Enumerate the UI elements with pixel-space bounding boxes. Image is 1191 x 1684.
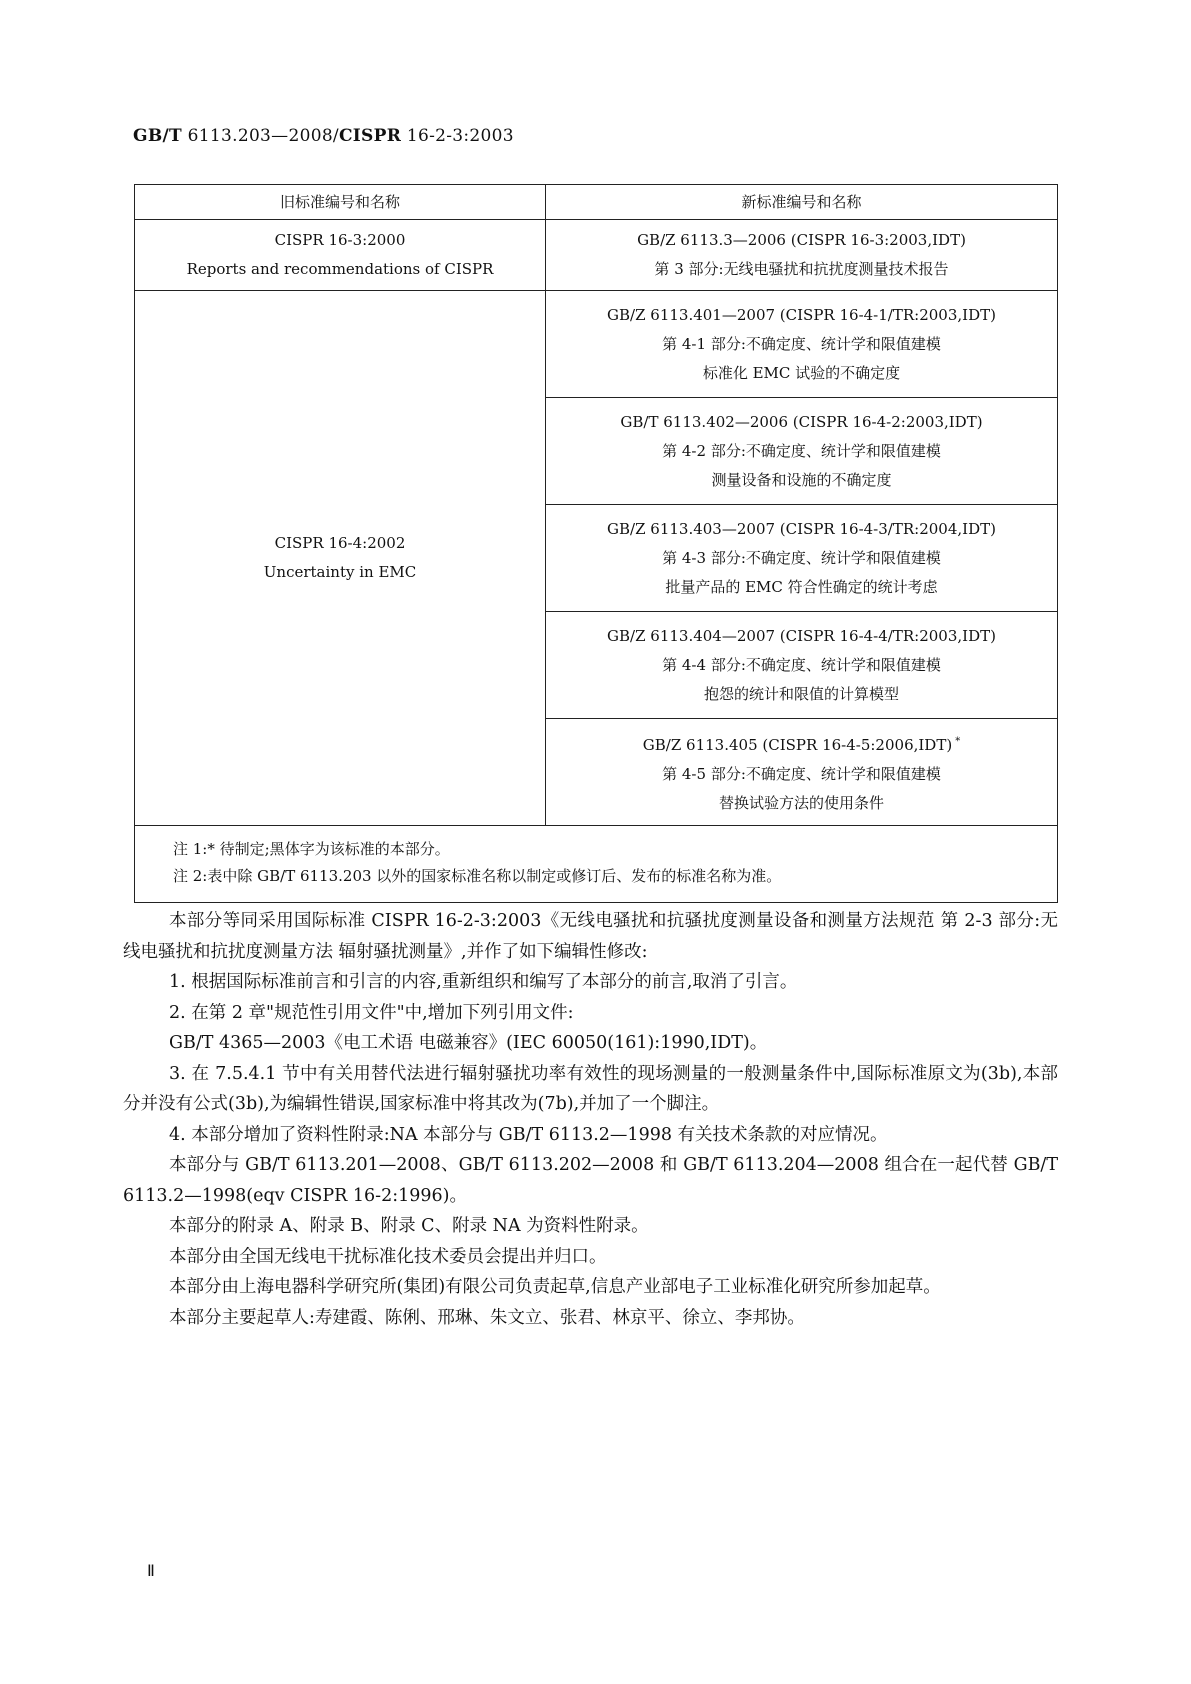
old-code: CISPR 16-3:2000 — [274, 231, 406, 249]
paragraph: 1. 根据国际标准前言和引言的内容,重新组织和编写了本部分的前言,取消了引言。 — [169, 972, 798, 992]
header-prefix: GB/T — [133, 126, 182, 146]
old-standard-cell — [135, 220, 546, 291]
paragraph: 本部分的附录 A、附录 B、附录 C、附录 NA 为资料性附录。 — [169, 1216, 649, 1236]
standards-table — [134, 184, 1058, 903]
new-part: 第 4-4 部分:不确定度、统计学和限值建模 — [662, 655, 941, 674]
new-title: 抱怨的统计和限值的计算模型 — [703, 684, 899, 703]
body-text — [123, 906, 1058, 1333]
new-code: GB/Z 6113.401—2007 (CISPR 16-4-1/TR:2003,IDT) — [607, 305, 996, 324]
new-title: 标准化 EMC 试验的不确定度 — [702, 363, 901, 382]
paragraph: 本部分与 GB/T 6113.201—2008、GB/T 6113.202—2008 和 GB/T 6113.204—2008 组合在一起代替 GB/T 6113.2—1998(eqv CISPR 16-2:1996)。 — [123, 1155, 1058, 1206]
new-part: 第 4-1 部分:不确定度、统计学和限值建模 — [662, 334, 941, 353]
new-title: 测量设备和设施的不确定度 — [711, 470, 892, 489]
new-code: GB/T 6113.402—2006 (CISPR 16-4-2:2003,IDT) — [620, 412, 983, 431]
paragraph: 本部分等同采用国际标准 CISPR 16-2-3:2003《无线电骚扰和抗骚扰度测量设备和测量方法规范 第 2-3 部分:无线电骚扰和抗扰度测量方法 辐射骚扰测量》,并作了如下编辑性修改: — [123, 911, 1058, 962]
paragraph: 本部分由上海电器科学研究所(集团)有限公司负责起草,信息产业部电子工业标准化研究所参加起草。 — [169, 1277, 941, 1297]
paragraph: 本部分由全国无线电干扰标准化技术委员会提出并归口。 — [169, 1246, 607, 1267]
new-part: 第 4-2 部分:不确定度、统计学和限值建模 — [662, 441, 941, 460]
new-standard-cell — [546, 612, 1058, 719]
table-notes-row — [135, 826, 1058, 903]
new-code: GB/Z 6113.403—2007 (CISPR 16-4-3/TR:2004,IDT) — [607, 519, 996, 538]
new-part: 第 4-5 部分:不确定度、统计学和限值建模 — [662, 764, 941, 783]
old-standard-cell — [135, 291, 546, 826]
header-cispr: CISPR — [338, 126, 402, 146]
document-header — [133, 126, 514, 146]
old-title: Uncertainty in EMC — [263, 563, 417, 581]
old-code: CISPR 16-4:2002 — [274, 534, 406, 552]
table-row — [135, 291, 1058, 398]
header-cispr-number: 16-2-3:2003 — [401, 126, 514, 146]
new-standard-cell — [546, 505, 1058, 612]
new-standard-cell — [546, 291, 1058, 398]
page-number: Ⅱ — [147, 1561, 155, 1580]
new-standard-cell — [546, 719, 1058, 826]
new-code: GB/Z 6113.404—2007 (CISPR 16-4-4/TR:2003,IDT) — [607, 626, 996, 645]
header-old-standard: 旧标准编号和名称 — [135, 185, 546, 220]
note-1: 注 1:* 待制定;黑体字为该标准的本部分。 — [173, 840, 450, 858]
header-number: 6113.203—2008/ — [181, 126, 339, 146]
table-header-row — [135, 185, 1058, 220]
paragraph: 4. 本部分增加了资料性附录:NA 本部分与 GB/T 6113.2—1998 有关技术条款的对应情况。 — [169, 1124, 888, 1145]
new-title: 替换试验方法的使用条件 — [718, 793, 884, 812]
new-code-line — [554, 727, 1049, 760]
new-title: 第 3 部分:无线电骚扰和抗扰度测量技术报告 — [654, 260, 949, 278]
table-row — [135, 220, 1058, 291]
paragraph: GB/T 4365—2003《电工术语 电磁兼容》(IEC 60050(161):1990,IDT)。 — [169, 1033, 768, 1053]
new-standard-cell — [546, 398, 1058, 505]
note-2: 注 2:表中除 GB/T 6113.203 以外的国家标准名称以制定或修订后、发布的标准名称为准。 — [173, 867, 782, 885]
pending-mark: * — [955, 735, 961, 747]
new-standard-cell — [546, 220, 1058, 291]
table-notes — [135, 826, 1058, 903]
new-code: GB/Z 6113.405 (CISPR 16-4-5:2006,IDT) — [642, 735, 953, 754]
old-title: Reports and recommendations of CISPR — [186, 260, 494, 278]
paragraph: 3. 在 7.5.4.1 节中有关用替代法进行辐射骚扰功率有效性的现场测量的一般测量条件中,国际标准原文为(3b),本部分并没有公式(3b),为编辑性错误,国家标准中将其改为(7b),并加了一个脚注。 — [123, 1063, 1058, 1114]
paragraph: 本部分主要起草人:寿建霞、陈俐、邢琳、朱文立、张君、林京平、徐立、李邦协。 — [169, 1307, 805, 1328]
header-new-standard: 新标准编号和名称 — [546, 185, 1058, 220]
paragraph: 2. 在第 2 章"规范性引用文件"中,增加下列引用文件: — [169, 1002, 574, 1023]
new-code: GB/Z 6113.3—2006 (CISPR 16-3:2003,IDT) — [637, 231, 966, 249]
new-title: 批量产品的 EMC 符合性确定的统计考虑 — [665, 577, 938, 596]
new-part: 第 4-3 部分:不确定度、统计学和限值建模 — [662, 548, 941, 567]
